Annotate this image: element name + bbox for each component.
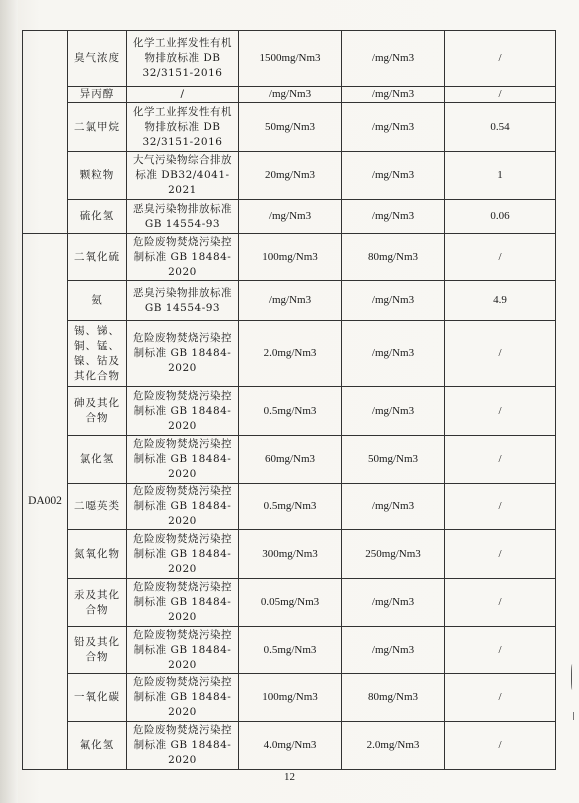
measured-value: / bbox=[445, 234, 556, 281]
concentration-limit: 1500mg/Nm3 bbox=[239, 31, 342, 87]
pollutant-name: 锡、锑、铜、锰、镍、钴及其化合物 bbox=[68, 321, 127, 387]
table-row bbox=[23, 627, 556, 674]
concentration-limit-2: /mg/Nm3 bbox=[342, 484, 445, 530]
measured-value: / bbox=[445, 87, 556, 103]
standard-name: 大气污染物综合排放标准 DB32/4041-2021 bbox=[127, 152, 239, 200]
concentration-limit: /mg/Nm3 bbox=[239, 87, 342, 103]
table-row bbox=[23, 234, 556, 281]
table-row bbox=[23, 387, 556, 436]
binding-shadow bbox=[0, 0, 18, 803]
table-row bbox=[23, 674, 556, 722]
concentration-limit-2: /mg/Nm3 bbox=[342, 579, 445, 627]
pollutant-name: 铅及其化合物 bbox=[68, 627, 127, 674]
concentration-limit: 100mg/Nm3 bbox=[239, 234, 342, 281]
concentration-limit-2: /mg/Nm3 bbox=[342, 387, 445, 436]
pollutant-name: 砷及其化合物 bbox=[68, 387, 127, 436]
table-row bbox=[23, 31, 556, 87]
standard-name: 危险废物焚烧污染控制标准 GB 18484-2020 bbox=[127, 321, 239, 387]
pollutant-name: 二噁英类 bbox=[68, 484, 127, 530]
measured-value: 1 bbox=[445, 152, 556, 200]
table-row bbox=[23, 579, 556, 627]
concentration-limit-2: 2.0mg/Nm3 bbox=[342, 722, 445, 770]
measured-value: / bbox=[445, 31, 556, 87]
concentration-limit: 0.5mg/Nm3 bbox=[239, 627, 342, 674]
pollutant-name: 一氧化碳 bbox=[68, 674, 127, 722]
table-body bbox=[23, 31, 556, 770]
concentration-limit: 4.0mg/Nm3 bbox=[239, 722, 342, 770]
standard-name: 恶臭污染物排放标准 GB 14554-93 bbox=[127, 281, 239, 321]
table-row bbox=[23, 436, 556, 484]
page-number: 12 bbox=[284, 771, 295, 783]
pollutant-name: 氟化氢 bbox=[68, 722, 127, 770]
concentration-limit: 20mg/Nm3 bbox=[239, 152, 342, 200]
standard-name: 危险废物焚烧污染控制标准 GB 18484-2020 bbox=[127, 484, 239, 530]
concentration-limit: 2.0mg/Nm3 bbox=[239, 321, 342, 387]
outlet-cell-blank bbox=[23, 31, 68, 234]
measured-value: / bbox=[445, 436, 556, 484]
standard-name: 化学工业挥发性有机物排放标准 DB 32/3151-2016 bbox=[127, 103, 239, 152]
table-row bbox=[23, 321, 556, 387]
concentration-limit-2: /mg/Nm3 bbox=[342, 200, 445, 234]
table-row bbox=[23, 152, 556, 200]
table-row bbox=[23, 484, 556, 530]
concentration-limit: /mg/Nm3 bbox=[239, 281, 342, 321]
table-row bbox=[23, 281, 556, 321]
concentration-limit-2: /mg/Nm3 bbox=[342, 87, 445, 103]
pollutant-name: 颗粒物 bbox=[68, 152, 127, 200]
table-row bbox=[23, 530, 556, 579]
standard-name: 危险废物焚烧污染控制标准 GB 18484-2020 bbox=[127, 627, 239, 674]
concentration-limit-2: /mg/Nm3 bbox=[342, 31, 445, 87]
measured-value: / bbox=[445, 321, 556, 387]
pollutant-name: 异丙醇 bbox=[68, 87, 127, 103]
concentration-limit: 0.05mg/Nm3 bbox=[239, 579, 342, 627]
table-row bbox=[23, 200, 556, 234]
table-row bbox=[23, 103, 556, 152]
measured-value: / bbox=[445, 484, 556, 530]
concentration-limit: 50mg/Nm3 bbox=[239, 103, 342, 152]
concentration-limit-2: /mg/Nm3 bbox=[342, 627, 445, 674]
standard-name: 危险废物焚烧污染控制标准 GB 18484-2020 bbox=[127, 722, 239, 770]
concentration-limit: 0.5mg/Nm3 bbox=[239, 484, 342, 530]
measured-value: 0.06 bbox=[445, 200, 556, 234]
concentration-limit-2: 80mg/Nm3 bbox=[342, 234, 445, 281]
outlet-id: DA002 bbox=[23, 234, 68, 770]
standard-name: 恶臭污染物排放标准 GB 14554-93 bbox=[127, 200, 239, 234]
concentration-limit-2: /mg/Nm3 bbox=[342, 152, 445, 200]
concentration-limit-2: 80mg/Nm3 bbox=[342, 674, 445, 722]
standard-name: 危险废物焚烧污染控制标准 GB 18484-2020 bbox=[127, 579, 239, 627]
standard-name: 危险废物焚烧污染控制标准 GB 18484-2020 bbox=[127, 436, 239, 484]
table-row bbox=[23, 87, 556, 103]
pollutant-name: 氮氧化物 bbox=[68, 530, 127, 579]
pollutant-name: 氨 bbox=[68, 281, 127, 321]
table-row bbox=[23, 722, 556, 770]
measured-value: / bbox=[445, 579, 556, 627]
concentration-limit-2: /mg/Nm3 bbox=[342, 103, 445, 152]
emission-standards-table bbox=[22, 30, 556, 770]
measured-value: / bbox=[445, 722, 556, 770]
standard-name: 危险废物焚烧污染控制标准 GB 18484-2020 bbox=[127, 530, 239, 579]
pollutant-name: 二氯甲烷 bbox=[68, 103, 127, 152]
concentration-limit: /mg/Nm3 bbox=[239, 200, 342, 234]
scan-mark bbox=[573, 712, 576, 720]
measured-value: 0.54 bbox=[445, 103, 556, 152]
concentration-limit: 100mg/Nm3 bbox=[239, 674, 342, 722]
standard-name: 化学工业挥发性有机物排放标准 DB 32/3151-2016 bbox=[127, 31, 239, 87]
standard-name: 危险废物焚烧污染控制标准 GB 18484-2020 bbox=[127, 387, 239, 436]
concentration-limit: 60mg/Nm3 bbox=[239, 436, 342, 484]
pollutant-name: 氯化氢 bbox=[68, 436, 127, 484]
pollutant-name: 二氧化硫 bbox=[68, 234, 127, 281]
standard-name: / bbox=[127, 87, 239, 103]
standard-name: 危险废物焚烧污染控制标准 GB 18484-2020 bbox=[127, 674, 239, 722]
concentration-limit-2: 50mg/Nm3 bbox=[342, 436, 445, 484]
measured-value: 4.9 bbox=[445, 281, 556, 321]
measured-value: / bbox=[445, 387, 556, 436]
scan-mark bbox=[571, 664, 574, 690]
concentration-limit: 300mg/Nm3 bbox=[239, 530, 342, 579]
pollutant-name: 硫化氢 bbox=[68, 200, 127, 234]
pollutant-name: 臭气浓度 bbox=[68, 31, 127, 87]
pollutant-name: 汞及其化合物 bbox=[68, 579, 127, 627]
measured-value: / bbox=[445, 627, 556, 674]
concentration-limit-2: 250mg/Nm3 bbox=[342, 530, 445, 579]
concentration-limit-2: /mg/Nm3 bbox=[342, 321, 445, 387]
concentration-limit-2: /mg/Nm3 bbox=[342, 281, 445, 321]
measured-value: / bbox=[445, 674, 556, 722]
measured-value: / bbox=[445, 530, 556, 579]
standard-name: 危险废物焚烧污染控制标准 GB 18484-2020 bbox=[127, 234, 239, 281]
concentration-limit: 0.5mg/Nm3 bbox=[239, 387, 342, 436]
